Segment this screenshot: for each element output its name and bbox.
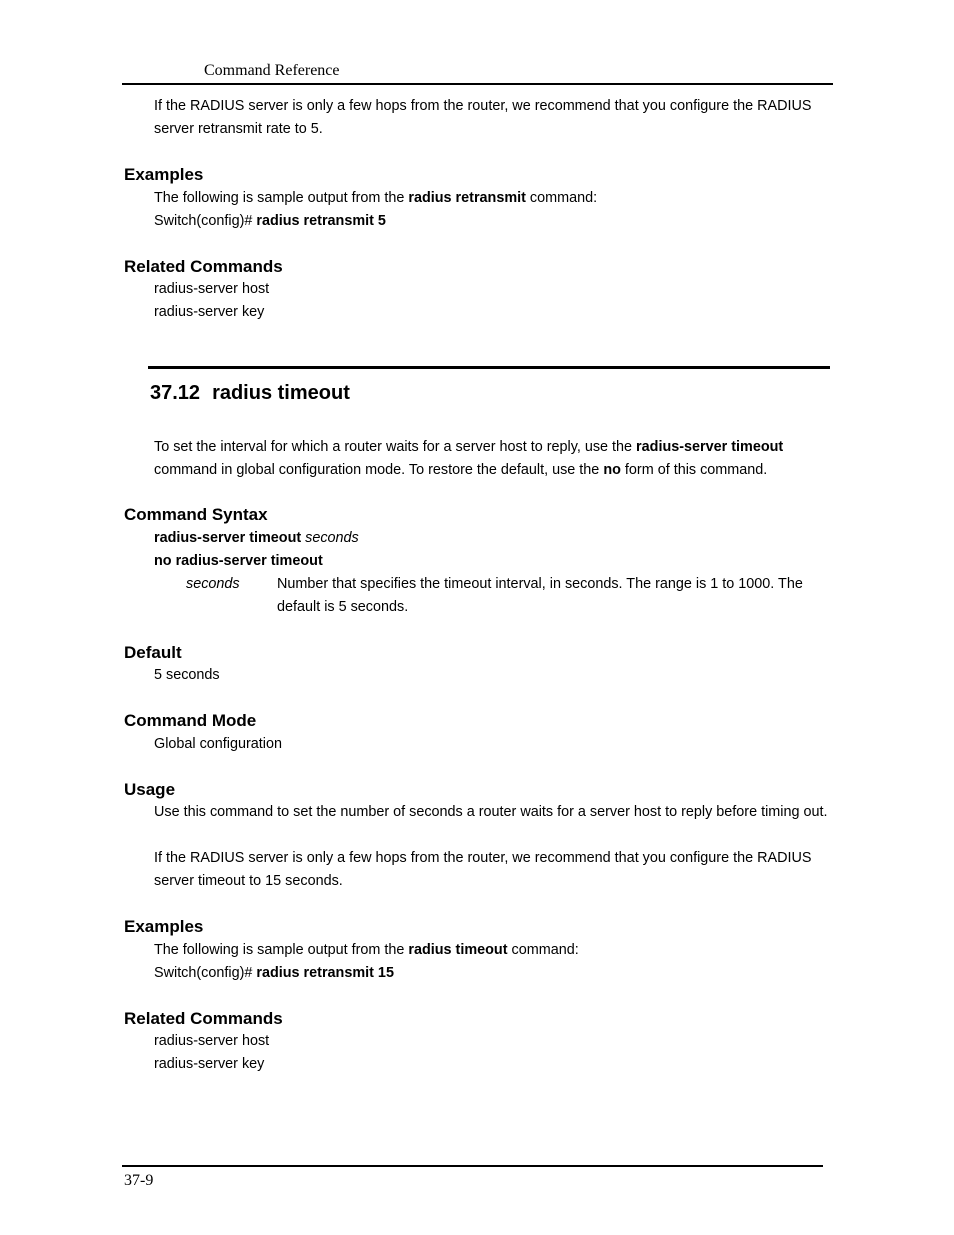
mode-value: Global configuration	[154, 736, 282, 752]
page-number: 37-9	[124, 1172, 154, 1189]
section-title: radius timeout	[212, 382, 350, 404]
prev-usage-text: If the RADIUS server is only a few hops from the router, we recommend that you configure the RADIUS server retransmit rate to 5.	[154, 98, 812, 137]
param-description: Number that specifies the timeout interval, in seconds. The range is 1 to 1000. The default is 5 seconds.	[277, 576, 803, 615]
examples-text: The following is sample output from the radius timeout command:	[154, 942, 579, 958]
usage-paragraph: If the RADIUS server is only a few hops from the router, we recommend that you configure the RADIUS server timeout to 15 seconds.	[154, 850, 812, 889]
prev-related-item: radius-server host	[154, 281, 270, 297]
prev-related-item: radius-server key	[154, 304, 265, 320]
footer-rule	[122, 1165, 823, 1167]
section-number: 37.12	[150, 382, 201, 404]
section-rule	[148, 366, 830, 369]
section-heading	[150, 382, 350, 405]
related-heading: Related Commands	[124, 1009, 283, 1028]
mode-heading: Command Mode	[124, 711, 257, 730]
section-intro: To set the interval for which a router waits for a server host to reply, use the radius-server timeout command in global configuration mode. To restore the default, use the no form of this command.	[154, 439, 784, 478]
prev-examples-heading: Examples	[124, 165, 204, 184]
running-header: Command Reference	[204, 62, 340, 79]
syntax-line: radius-server timeout seconds	[154, 530, 359, 546]
default-value: 5 seconds	[154, 667, 220, 683]
examples-heading: Examples	[124, 917, 204, 936]
param-name: seconds	[186, 576, 240, 592]
prev-example-line: Switch(config)# radius retransmit 5	[154, 213, 386, 229]
default-heading: Default	[124, 643, 182, 662]
related-item: radius-server key	[154, 1056, 265, 1072]
example-line: Switch(config)# radius retransmit 15	[154, 965, 394, 981]
syntax-heading: Command Syntax	[124, 505, 268, 524]
usage-heading: Usage	[124, 780, 176, 799]
related-item: radius-server host	[154, 1033, 270, 1049]
syntax-no-line: no radius-server timeout	[154, 553, 323, 569]
prev-related-heading: Related Commands	[124, 257, 283, 276]
usage-paragraph: Use this command to set the number of seconds a router waits for a server host to reply before timing out.	[154, 804, 828, 820]
header-rule	[122, 83, 833, 85]
prev-examples-text: The following is sample output from the radius retransmit command:	[154, 190, 598, 206]
